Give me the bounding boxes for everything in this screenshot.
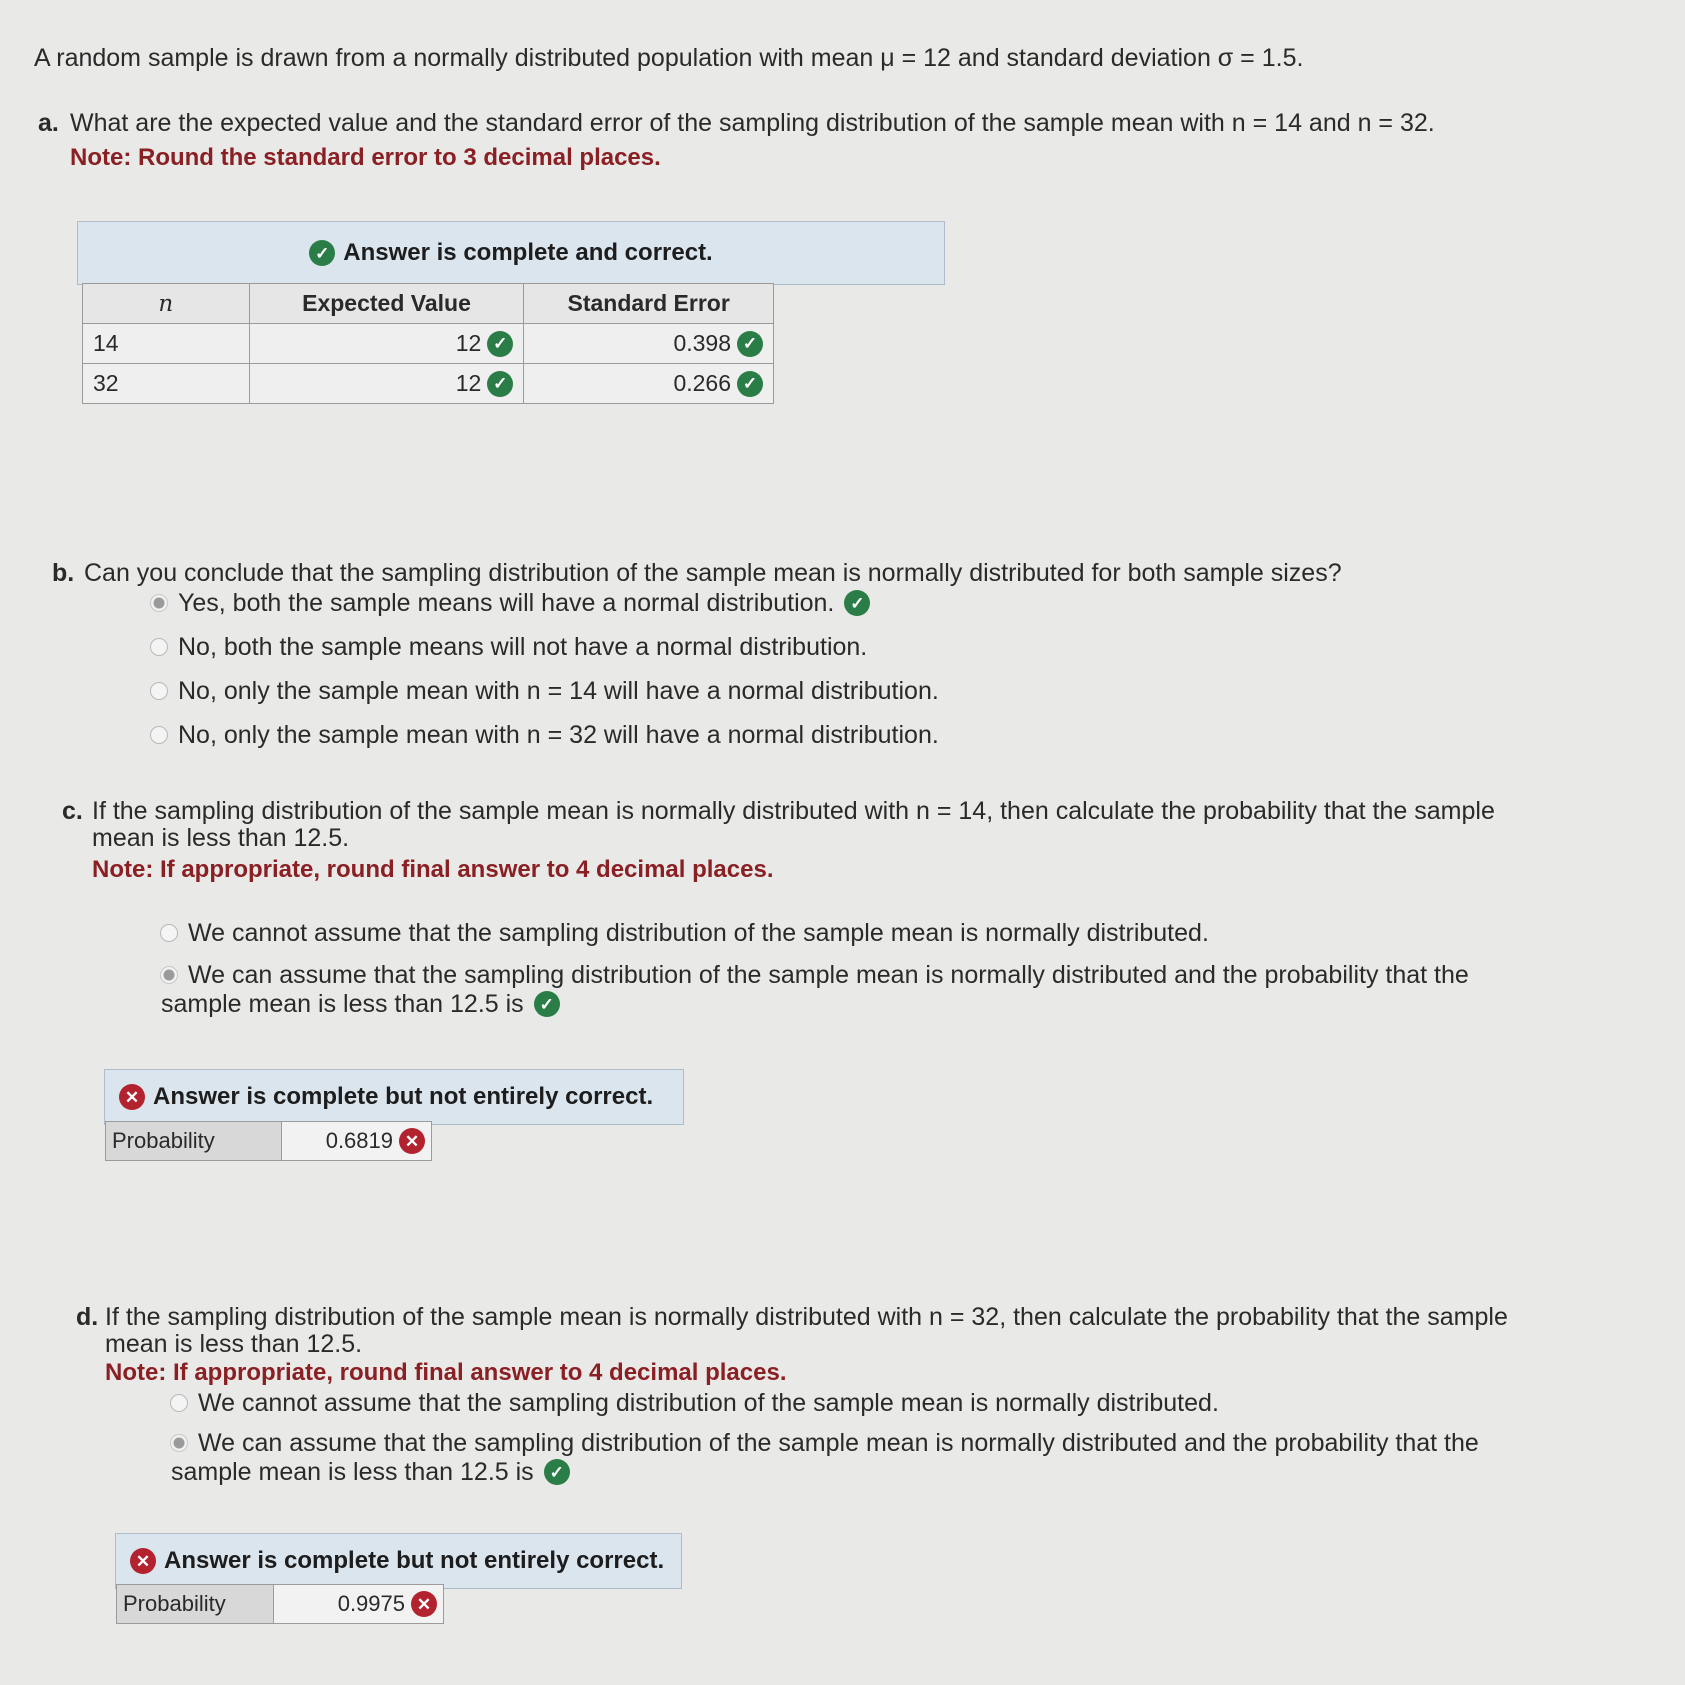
radio-button[interactable] xyxy=(160,924,178,942)
cell-expected-value[interactable] xyxy=(249,324,524,364)
problem-intro: A random sample is drawn from a normally distributed population with mean μ = 12 and standard deviation σ = 1.5. xyxy=(34,44,1304,72)
check-circle-icon: ✓ xyxy=(487,331,513,357)
part-c-question-line1: If the sampling distribution of the sample mean is normally distributed with n = 14, then calculate the probability that the sample xyxy=(92,797,1495,825)
option-label-continued: sample mean is less than 12.5 is xyxy=(161,990,524,1018)
part-a-banner-text: Answer is complete and correct. xyxy=(343,239,713,266)
cell-n: 32 xyxy=(83,364,250,404)
probability-answer-cell[interactable] xyxy=(282,1121,432,1161)
option-label: Yes, both the sample means will have a normal distribution. xyxy=(178,589,835,617)
x-circle-icon: ✕ xyxy=(411,1591,437,1617)
part-b-option-1[interactable] xyxy=(150,588,870,618)
part-a-answer-table xyxy=(82,283,774,404)
part-c-option-can-assume[interactable] xyxy=(160,960,1469,990)
part-b-option-3[interactable] xyxy=(150,676,939,706)
radio-button-selected[interactable] xyxy=(170,1434,188,1452)
part-b-option-2[interactable] xyxy=(150,632,867,662)
table-row xyxy=(83,364,774,404)
cell-n: 14 xyxy=(83,324,250,364)
x-circle-icon: ✕ xyxy=(399,1128,425,1154)
option-label: We cannot assume that the sampling distribution of the sample mean is normally distributed. xyxy=(188,919,1209,947)
radio-button-selected[interactable] xyxy=(160,966,178,984)
cell-standard-error[interactable] xyxy=(524,364,774,404)
x-circle-icon: ✕ xyxy=(130,1548,156,1574)
cell-expected-value[interactable] xyxy=(249,364,524,404)
option-label: We can assume that the sampling distribution of the sample mean is normally distributed and the probability that the xyxy=(198,1429,1479,1457)
radio-button[interactable] xyxy=(170,1394,188,1412)
header-expected-value: Expected Value xyxy=(249,284,524,324)
part-b-letter: b. xyxy=(52,559,75,587)
part-d-option-cannot-assume[interactable] xyxy=(170,1388,1219,1418)
option-label: We cannot assume that the sampling distribution of the sample mean is normally distributed. xyxy=(198,1389,1219,1417)
cell-standard-error[interactable] xyxy=(524,324,774,364)
header-n: n xyxy=(83,284,250,324)
check-circle-icon: ✓ xyxy=(487,371,513,397)
radio-button[interactable] xyxy=(150,638,168,656)
part-a-status-banner xyxy=(77,221,945,285)
radio-button[interactable] xyxy=(150,726,168,744)
expected-value-text: 12 xyxy=(455,330,482,356)
check-circle-icon: ✓ xyxy=(737,331,763,357)
option-label: No, both the sample means will not have a normal distribution. xyxy=(178,633,868,661)
check-circle-icon: ✓ xyxy=(844,590,870,616)
check-circle-icon: ✓ xyxy=(534,991,560,1017)
part-d-option-can-assume[interactable] xyxy=(170,1428,1479,1458)
standard-error-text: 0.398 xyxy=(673,330,731,356)
radio-button-selected[interactable] xyxy=(150,594,168,612)
probability-value: 0.9975 xyxy=(337,1591,405,1616)
part-d-question-line1: If the sampling distribution of the sample mean is normally distributed with n = 32, then calculate the probability that the sample xyxy=(105,1303,1508,1331)
part-b-option-4[interactable] xyxy=(150,720,939,750)
part-c-banner-text: Answer is complete but not entirely correct. xyxy=(153,1083,654,1110)
radio-button[interactable] xyxy=(150,682,168,700)
part-b-question: Can you conclude that the sampling distribution of the sample mean is normally distributed for both sample sizes? xyxy=(84,559,1342,587)
probability-answer-cell[interactable] xyxy=(274,1584,444,1624)
part-c-letter: c. xyxy=(62,797,83,825)
part-c-note: Note: If appropriate, round final answer to 4 decimal places. xyxy=(92,856,774,883)
table-row xyxy=(83,324,774,364)
part-c-option-cannot-assume[interactable] xyxy=(160,918,1209,948)
option-label: No, only the sample mean with n = 14 will have a normal distribution. xyxy=(178,677,939,705)
table-header-row xyxy=(83,284,774,324)
header-standard-error: Standard Error xyxy=(524,284,774,324)
part-c-question-line2: mean is less than 12.5. xyxy=(92,824,350,852)
part-d-option-continuation xyxy=(171,1457,570,1487)
part-c-status-banner xyxy=(104,1069,684,1125)
option-label-continued: sample mean is less than 12.5 is xyxy=(171,1458,534,1486)
expected-value-text: 12 xyxy=(455,370,482,396)
check-circle-icon: ✓ xyxy=(544,1459,570,1485)
part-a-note: Note: Round the standard error to 3 decimal places. xyxy=(70,144,661,171)
part-a-question: What are the expected value and the standard error of the sampling distribution of the sample mean with n = 14 and n = 32. xyxy=(70,109,1435,137)
probability-label: Probability xyxy=(116,1584,274,1624)
part-c-probability-table xyxy=(105,1121,432,1161)
part-c-option-continuation xyxy=(161,989,560,1019)
option-label: No, only the sample mean with n = 32 will have a normal distribution. xyxy=(178,721,939,749)
x-circle-icon: ✕ xyxy=(119,1084,145,1110)
part-d-note: Note: If appropriate, round final answer to 4 decimal places. xyxy=(105,1359,787,1386)
probability-label: Probability xyxy=(105,1121,282,1161)
part-d-status-banner xyxy=(115,1533,682,1589)
part-d-question-line2: mean is less than 12.5. xyxy=(105,1330,363,1358)
part-d-letter: d. xyxy=(76,1303,99,1331)
part-a-letter: a. xyxy=(38,109,59,137)
standard-error-text: 0.266 xyxy=(673,370,731,396)
part-d-probability-table xyxy=(116,1584,444,1624)
check-circle-icon: ✓ xyxy=(309,240,335,266)
probability-value: 0.6819 xyxy=(325,1128,393,1153)
option-label: We can assume that the sampling distribution of the sample mean is normally distributed and the probability that the xyxy=(188,961,1469,989)
part-d-banner-text: Answer is complete but not entirely correct. xyxy=(164,1547,665,1574)
check-circle-icon: ✓ xyxy=(737,371,763,397)
